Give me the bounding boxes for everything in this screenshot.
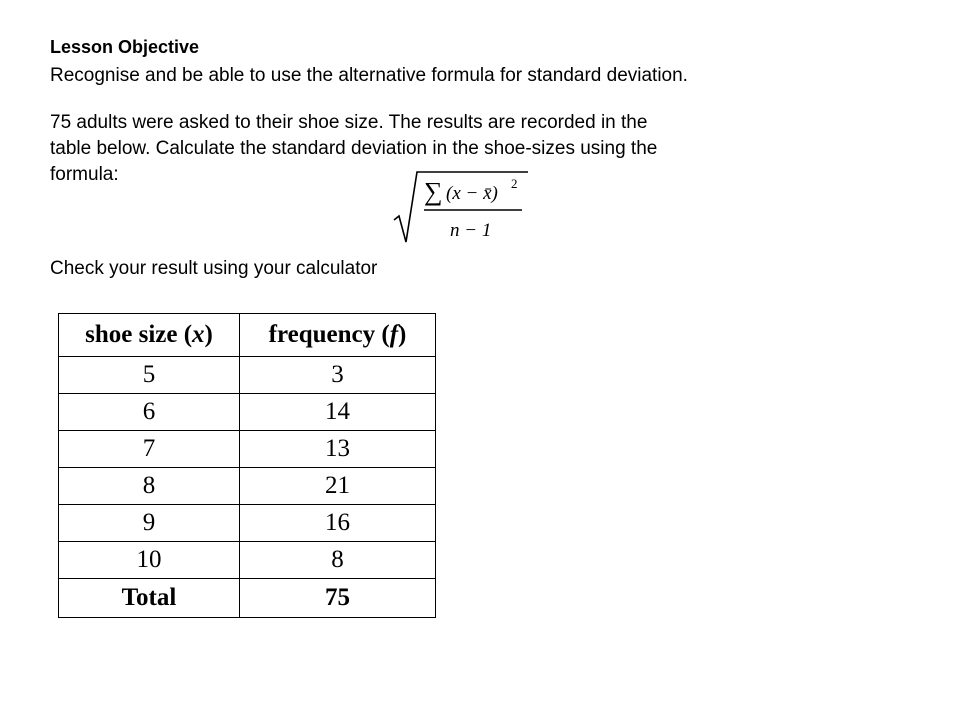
shoe-size-frequency-table [58,313,436,618]
table-row [59,542,436,579]
table-row [59,431,436,468]
problem-line-2: table below. Calculate the standard deviation in the shoe-sizes using the [50,138,658,159]
frequency-cell: 8 [240,542,436,579]
header-shoe-size: shoe size (x) [59,314,240,357]
table-row [59,505,436,542]
formula-denominator: n − 1 [450,220,492,241]
shoe-size-cell: 9 [59,505,240,542]
table-total-row [59,579,436,618]
table-row [59,394,436,431]
shoe-size-cell: 5 [59,357,240,394]
total-label-cell: Total [59,579,240,618]
frequency-cell: 21 [240,468,436,505]
problem-line-3: formula: [50,164,119,185]
table-header-row [59,314,436,357]
check-instruction: Check your result using your calculator [50,258,378,279]
frequency-cell: 14 [240,394,436,431]
shoe-size-cell: 8 [59,468,240,505]
shoe-size-cell: 7 [59,431,240,468]
formula-exponent: 2 [511,176,518,191]
header-frequency: frequency (f) [240,314,436,357]
frequency-cell: 13 [240,431,436,468]
problem-line-1: 75 adults were asked to their shoe size. The results are recorded in the [50,112,648,133]
formula-numerator: (x − x̄) [446,183,498,204]
table-row [59,357,436,394]
shoe-size-cell: 10 [59,542,240,579]
formula-sum-symbol: ∑ [424,177,443,206]
table-row [59,468,436,505]
lesson-objective-text: Recognise and be able to use the alternative formula for standard deviation. [50,65,688,86]
lesson-objective-heading: Lesson Objective [50,37,200,57]
shoe-size-cell: 6 [59,394,240,431]
standard-deviation-formula [390,170,530,248]
total-value-cell: 75 [240,579,436,618]
frequency-cell: 3 [240,357,436,394]
frequency-cell: 16 [240,505,436,542]
